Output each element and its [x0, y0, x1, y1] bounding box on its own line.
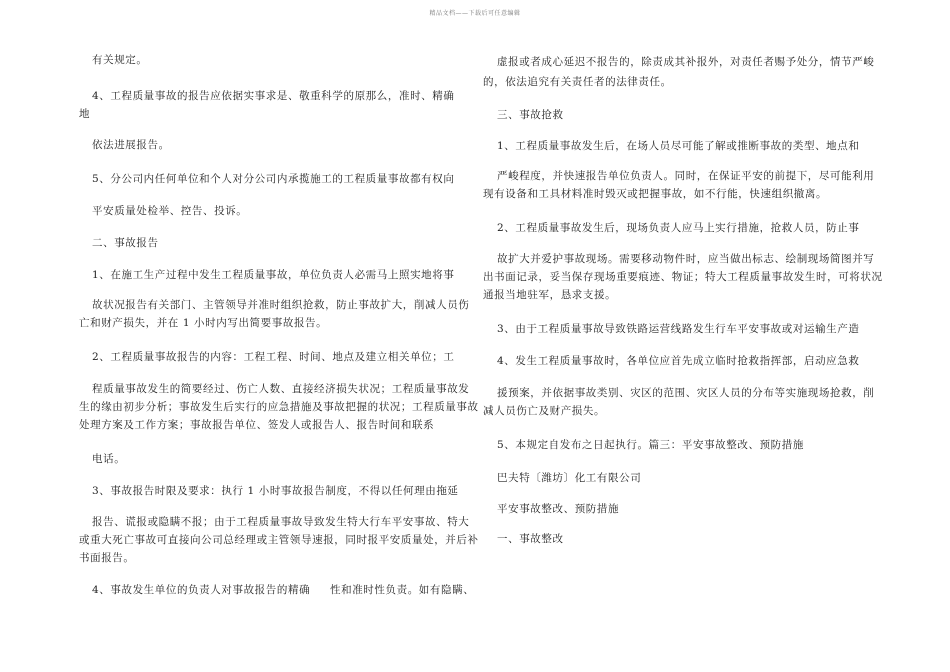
section-heading: 一、事故整改 — [497, 533, 564, 545]
paragraph-line: 性和准时性负责。如有隐瞒、 — [330, 584, 475, 596]
paragraph-line: 故状况报告有关部门、主管领导并准时组织抢救，防止事故扩大，削减人员伤 — [92, 299, 470, 311]
paragraph-line: 处理方案及工作方案；事故报告单位、签发人或报告人、报告时间和联系 — [79, 419, 435, 431]
paragraph-line: 电话。 — [92, 453, 126, 465]
paragraph-line: 通报当地驻军，恳求支援。 — [483, 289, 617, 301]
paragraph-line: 生的缘由初步分析；事故发生后实行的应急措施及事故把握的状况；工程质量事故 — [79, 401, 479, 413]
paragraph-line: 出书面记录，妥当保存现场重要痕迹、物证；特大工程质量事故发生时，可将状况 — [483, 271, 883, 283]
paragraph-line: 平安质量处检举、控告、投诉。 — [92, 205, 248, 217]
paragraph-line: 报告、谎报或隐瞒不报；由于工程质量事故导致发生特大行车平安事故、特大 — [92, 516, 470, 528]
section-heading: 三、事故抢救 — [497, 109, 564, 121]
paragraph-line: 2、工程质量事故发生后，现场负责人应马上实行措施，抢救人员，防止事 — [497, 222, 860, 234]
paragraph-line: 1、工程质量事故发生后，在场人员尽可能了解或推断事故的类型、地点和 — [497, 140, 860, 152]
paragraph-line: 程质量事故发生的简要经过、伤亡人数、直接经济损失状况；工程质量事故发 — [92, 383, 470, 395]
paragraph-line: 4、工程质量事故的报告应依据实事求是、敬重科学的原那么，准时、精确 — [92, 90, 455, 102]
paragraph-line: 地 — [79, 108, 91, 120]
paragraph-line: 现有设备和工具材料准时毁灭或把握事故，如不行能，快速组织撤离。 — [483, 188, 828, 200]
paragraph-line: 书面报告。 — [79, 552, 135, 564]
paragraph-line: 或重大死亡事故可直接向公司总经理或主管领导速报，同时报平安质量处，并后补 — [79, 534, 479, 546]
page-header-note: 精品文档——下载后可任意编辑 — [429, 10, 521, 17]
paragraph-line: 2、工程质量事故报告的内容：工程工程、时间、地点及建立相关单位；工 — [92, 351, 455, 363]
paragraph-line: 5、分公司内任何单位和个人对分公司内承揽施工的工程质量事故都有权向 — [92, 173, 455, 185]
paragraph-line: 亡和财产损失，并在 1 小时内写出简要事故报告。 — [79, 317, 328, 329]
section-heading: 二、事故报告 — [92, 237, 159, 249]
paragraph-line: 4、事故发生单位的负责人对事故报告的精确 — [92, 584, 311, 596]
paragraph-line: 的，依法追究有关责任者的法律责任。 — [483, 76, 672, 88]
paragraph-line: 3、由于工程质量事故导致铁路运营线路发生行车平安事故或对运输生产造 — [497, 323, 860, 335]
document-title: 平安事故整改、预防措施 — [497, 503, 620, 515]
paragraph-line: 3、事故报告时限及要求：执行 1 小时事故报告制度，不得以任何理由拖延 — [92, 485, 459, 497]
paragraph-line: 有关规定。 — [92, 54, 148, 66]
paragraph-line: 故扩大并爱护事故现场。需要移动物件时，应当做出标志、绘制现场简图并写 — [497, 253, 875, 265]
paragraph-line: 援预案，并依据事故类别、灾区的范围、灾区人员的分布等实施现场抢救，削 — [497, 387, 875, 399]
paragraph-line: 减人员伤亡及财产损失。 — [483, 405, 606, 417]
paragraph-line: 4、发生工程质量事故时，各单位应首先成立临时抢救指挥部，启动应急救 — [497, 355, 860, 367]
paragraph-line: 1、在施工生产过程中发生工程质量事故，单位负责人必需马上照实地将事 — [92, 269, 455, 281]
paragraph-line: 严峻程度，并快速报告单位负责人。同时，在保证平安的前提下，尽可能利用 — [497, 170, 875, 182]
paragraph-line: 虚报或者成心延迟不报告的，除责成其补报外，对责任者赐予处分，情节严峻 — [497, 56, 875, 68]
paragraph-line: 依法进展报告。 — [92, 139, 170, 151]
paragraph-line: 5、本规定自发布之日起执行。篇三：平安事故整改、预防措施 — [497, 439, 804, 451]
company-name: 巴夫特〔潍坊〕化工有限公司 — [497, 472, 642, 484]
